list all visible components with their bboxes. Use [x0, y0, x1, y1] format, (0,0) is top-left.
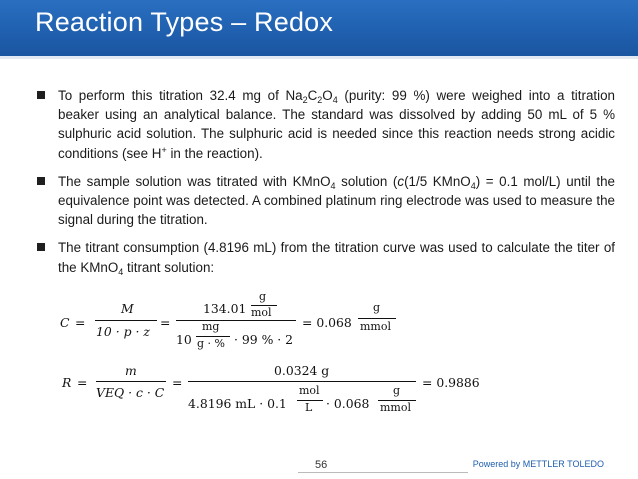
bullet-item-titration	[37, 172, 615, 230]
page-number: 56	[315, 459, 328, 471]
eq1-den-value: 10	[176, 332, 192, 347]
eq2-frac1-numerator: m	[125, 363, 137, 378]
eq1-result: = 0.068	[302, 315, 352, 330]
bullet-text: The titrant consumption (4.8196 mL) from the titration curve was used to calculate the titer of the KMnO$_4$ titrant solution:	[58, 240, 615, 277]
eq1-equals: =	[75, 315, 86, 330]
bullet-text: The sample solution was titrated with KMnO$_4$ solution (c(1/5 KMnO$_4$) = 0.1 mol/L) until the equivalence point was detected. A combined platinum ring electrode was used to measure the signal during the titration.	[58, 173, 615, 228]
eq2-den-u2-den: mmol	[380, 401, 412, 414]
eq1-equals-2: =	[160, 315, 171, 330]
eq2-result: = 0.9886	[422, 375, 480, 390]
bullet-list	[37, 86, 615, 286]
eq2-den-a: 4.8196 mL · 0.1	[188, 396, 287, 411]
slide-title: Reaction Types – Redox	[35, 7, 334, 37]
bullet-square-icon	[37, 243, 45, 251]
eq1-result-unit-line	[358, 318, 396, 319]
eq1-molar-mass-value: 134.01	[203, 301, 247, 316]
eq1-frac1-line	[95, 320, 157, 321]
footer-divider	[298, 472, 468, 473]
eq1-frac1-denominator: 10 · p · z	[96, 324, 150, 339]
eq1-result-unit-num: g	[373, 301, 381, 314]
eq2-lhs: R	[62, 375, 72, 390]
title-bar-divider	[0, 56, 638, 59]
eq2-frac2-line	[188, 381, 416, 382]
eq2-den-u1-num: mol	[299, 384, 320, 397]
eq1-result-unit-den: mmol	[360, 320, 392, 333]
eq2-frac1-line	[96, 381, 166, 382]
bullet-item-standard	[37, 86, 615, 163]
eq1-frac2-line	[176, 320, 296, 321]
eq1-molar-mass-unit-den: mol	[251, 306, 272, 319]
eq1-lhs: C	[60, 315, 70, 330]
eq1-den-rest: · 99 % · 2	[234, 332, 294, 347]
eq1-den-unit-num: mg	[202, 320, 220, 333]
eq1-molar-mass-unit-num: g	[259, 290, 267, 303]
eq1-den-unit-den: g · %	[197, 337, 225, 350]
eq2-den-u1-den: L	[305, 401, 313, 414]
eq2-frac2-numerator: 0.0324 g	[274, 363, 330, 378]
bullet-item-calculation	[37, 238, 615, 276]
footer-brand: Powered by METTLER TOLEDO	[472, 459, 604, 469]
eq2-equals-2: =	[172, 375, 183, 390]
eq2-equals: =	[77, 375, 88, 390]
eq2-frac1-denominator: VEQ · c · C	[96, 385, 165, 400]
eq2-den-b: · 0.068	[326, 396, 370, 411]
bullet-square-icon	[37, 177, 45, 185]
bullet-square-icon	[37, 91, 45, 99]
bullet-text: To perform this titration 32.4 mg of $Na_2C_2O_4$ (purity: 99 %) were weighed into a titration beaker using an analytical balance. The standard was dissolved by adding 50 mL of 5 % sulphuric acid solution. The sulphuric acid is needed since this reaction needs strong acidic conditions (see H+ in the reaction).	[58, 88, 615, 161]
eq2-den-u2-num: g	[393, 384, 401, 397]
eq1-frac1-numerator: M	[121, 301, 134, 316]
